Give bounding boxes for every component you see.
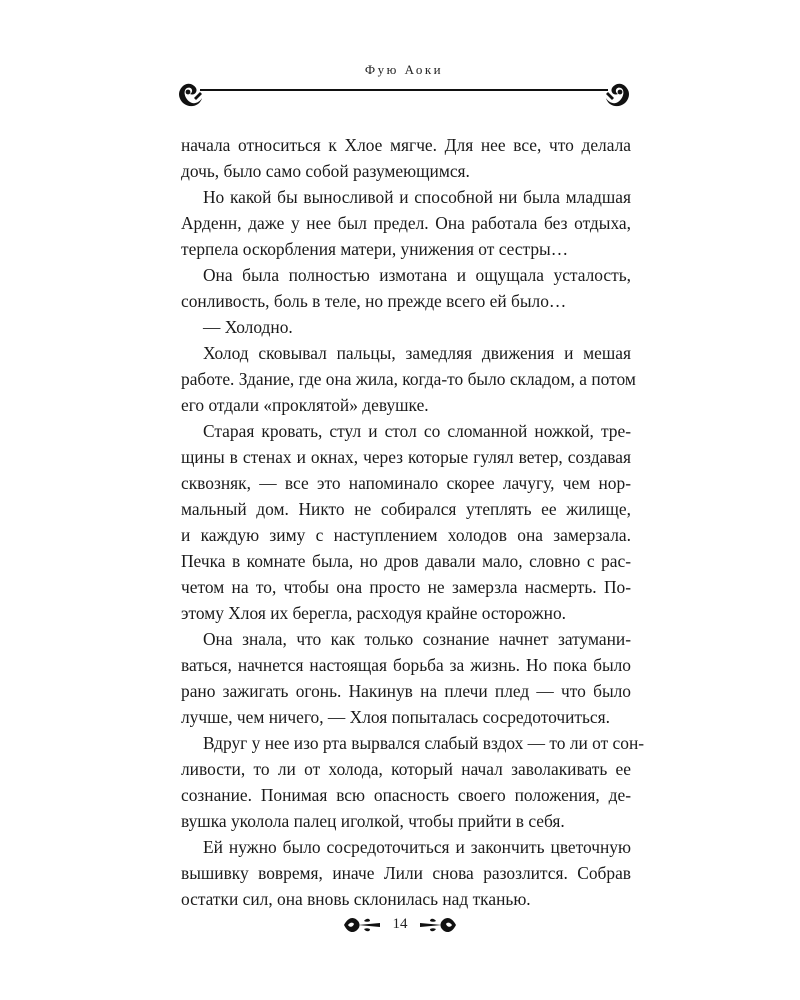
page-number: 14 [392,916,408,932]
text-line: работе. Здание, где она жила, когда-то было складом, а потом [181,369,636,389]
text-line: Холод сковывал пальцы, замедляя движения и мешая [203,343,631,363]
text-line: Вдруг у нее изо рта вырвался слабый вздох — то ли от сон- [203,733,645,753]
fleuron-right-icon [418,912,458,938]
text-line: Она была полностью измотана и ощущала усталость, [203,265,631,285]
text-line: ваться, начнется настоящая борьба за жизнь. Но пока было [181,655,631,675]
text-line: Старая кровать, стул и стол со сломанной ножкой, тре- [203,421,631,441]
page-body-text [181,132,645,912]
corner-ornament-left-icon [179,84,202,106]
text-line: Арденн, даже у нее был предел. Она работала без отдыха, [181,213,631,233]
text-line: Но какой бы выносливой и способной ни была младшая [203,187,631,207]
text-line: Она знала, что как только сознание начнет затумани- [203,629,631,649]
text-line: дочь, было само собой разумеющимся. [181,161,470,181]
text-line: остатки сил, она вновь склонилась над тканью. [181,889,531,909]
text-line: четом на то, чтобы она просто не замерзла насмерть. По- [181,577,631,597]
text-line: вышивку вовремя, иначе Лили снова разозлится. Собрав [181,863,631,883]
text-line: этому Хлоя их берегла, расходуя крайне осторожно. [181,603,567,623]
corner-ornament-right-icon [606,84,629,106]
text-line: Печка в комнате была, но дров давали мало, словно с рас- [181,551,631,571]
text-line: начала относиться к Хлое мягче. Для нее все, что делала [181,135,631,155]
text-line: рано зажигать огонь. Накинув на плечи плед — что было [181,681,631,701]
text-line: сознание. Понимая всю опасность своего положения, де- [181,785,631,805]
text-line: вушка уколола палец иголкой, чтобы прийти в себя. [181,811,565,831]
text-line: — Холодно. [203,317,293,337]
text-line: ливости, то ли от холода, который начал заволакивать ее [181,759,631,779]
text-line: щины в стенах и окнах, через которые гулял ветер, создавая [181,447,631,467]
ornamental-rule-icon [178,80,630,110]
text-line: лучше, чем ничего, — Хлоя попыталась сосредоточиться. [181,707,610,727]
text-line: терпела оскорбления матери, унижения от сестры… [181,239,569,259]
text-line: его отдали «проклятой» девушке. [181,395,429,415]
running-header-title: Фую Аоки [364,62,444,77]
text-line: сонливость, боль в теле, но прежде всего ей было… [181,291,567,311]
text-line: и каждую зиму с наступлением холодов она замерзала. [181,525,631,545]
page-footer [330,908,470,942]
text-line: сквозняк, — все это напоминало скорее лачугу, чем нор- [181,473,631,493]
running-header [178,62,630,110]
text-line: Ей нужно было сосредоточиться и закончить цветочную [203,837,631,857]
text-line: мальный дом. Никто не собирался утеплять ее жилище, [181,499,631,519]
